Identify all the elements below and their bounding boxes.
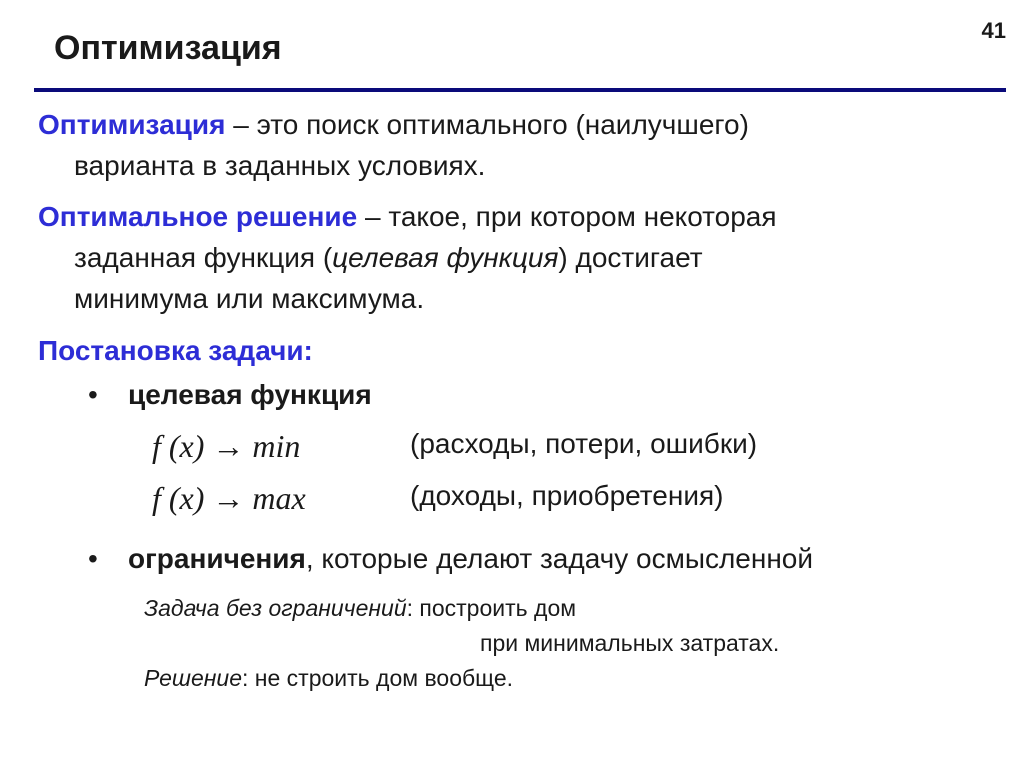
definition2-text-line2a: заданная функция ( <box>74 242 333 273</box>
definition-text-line1: – это поиск оптимального (наилучшего) <box>225 109 749 140</box>
definition-optimization <box>38 104 988 186</box>
bullet-marker: • <box>88 379 98 410</box>
page-number: 41 <box>981 18 1006 43</box>
bullet-marker: • <box>88 543 98 574</box>
bullet-rest: , которые делают задачу осмысленной <box>305 543 814 574</box>
definition-optimal-solution <box>38 196 988 319</box>
definition2-text-line1: – такое, при котором некоторая <box>357 201 777 232</box>
example-text: : построить дом <box>406 595 577 621</box>
definition2-text-line2b: ) достигает <box>558 242 703 273</box>
bullet-label: ограничения <box>128 543 306 574</box>
problem-heading: Постановка задачи: <box>38 335 313 366</box>
formula-min-note: (расходы, потери, ошибки) <box>410 428 758 459</box>
term-optimization: Оптимизация <box>38 109 226 140</box>
bullet-label: целевая функция <box>128 379 372 410</box>
bullet-constraints <box>88 540 813 578</box>
formula-expression: f (x) → max <box>152 480 306 516</box>
example-term-unconstrained: Задача без ограничений <box>144 595 407 621</box>
example-line2: при минимальных затратах. <box>480 630 780 656</box>
example-line1 <box>144 592 576 624</box>
formula-max-note: (доходы, приобретения) <box>410 480 724 511</box>
formula-min <box>152 426 300 466</box>
definition-text-line2: варианта в заданных условиях. <box>74 150 486 181</box>
slide-title: Оптимизация <box>54 29 282 67</box>
title-divider <box>34 88 1006 92</box>
example-text: : не строить дом вообще. <box>242 665 514 691</box>
term-objective-function: целевая функция <box>332 242 559 273</box>
term-optimal-solution: Оптимальное решение <box>38 201 358 232</box>
definition2-text-line3: минимума или максимума. <box>74 283 425 314</box>
formula-expression: f (x) → min <box>152 428 301 464</box>
example-line3 <box>144 662 513 694</box>
bullet-objective-function <box>88 376 372 414</box>
formula-max <box>152 478 306 518</box>
example-term-solution: Решение <box>144 665 242 691</box>
